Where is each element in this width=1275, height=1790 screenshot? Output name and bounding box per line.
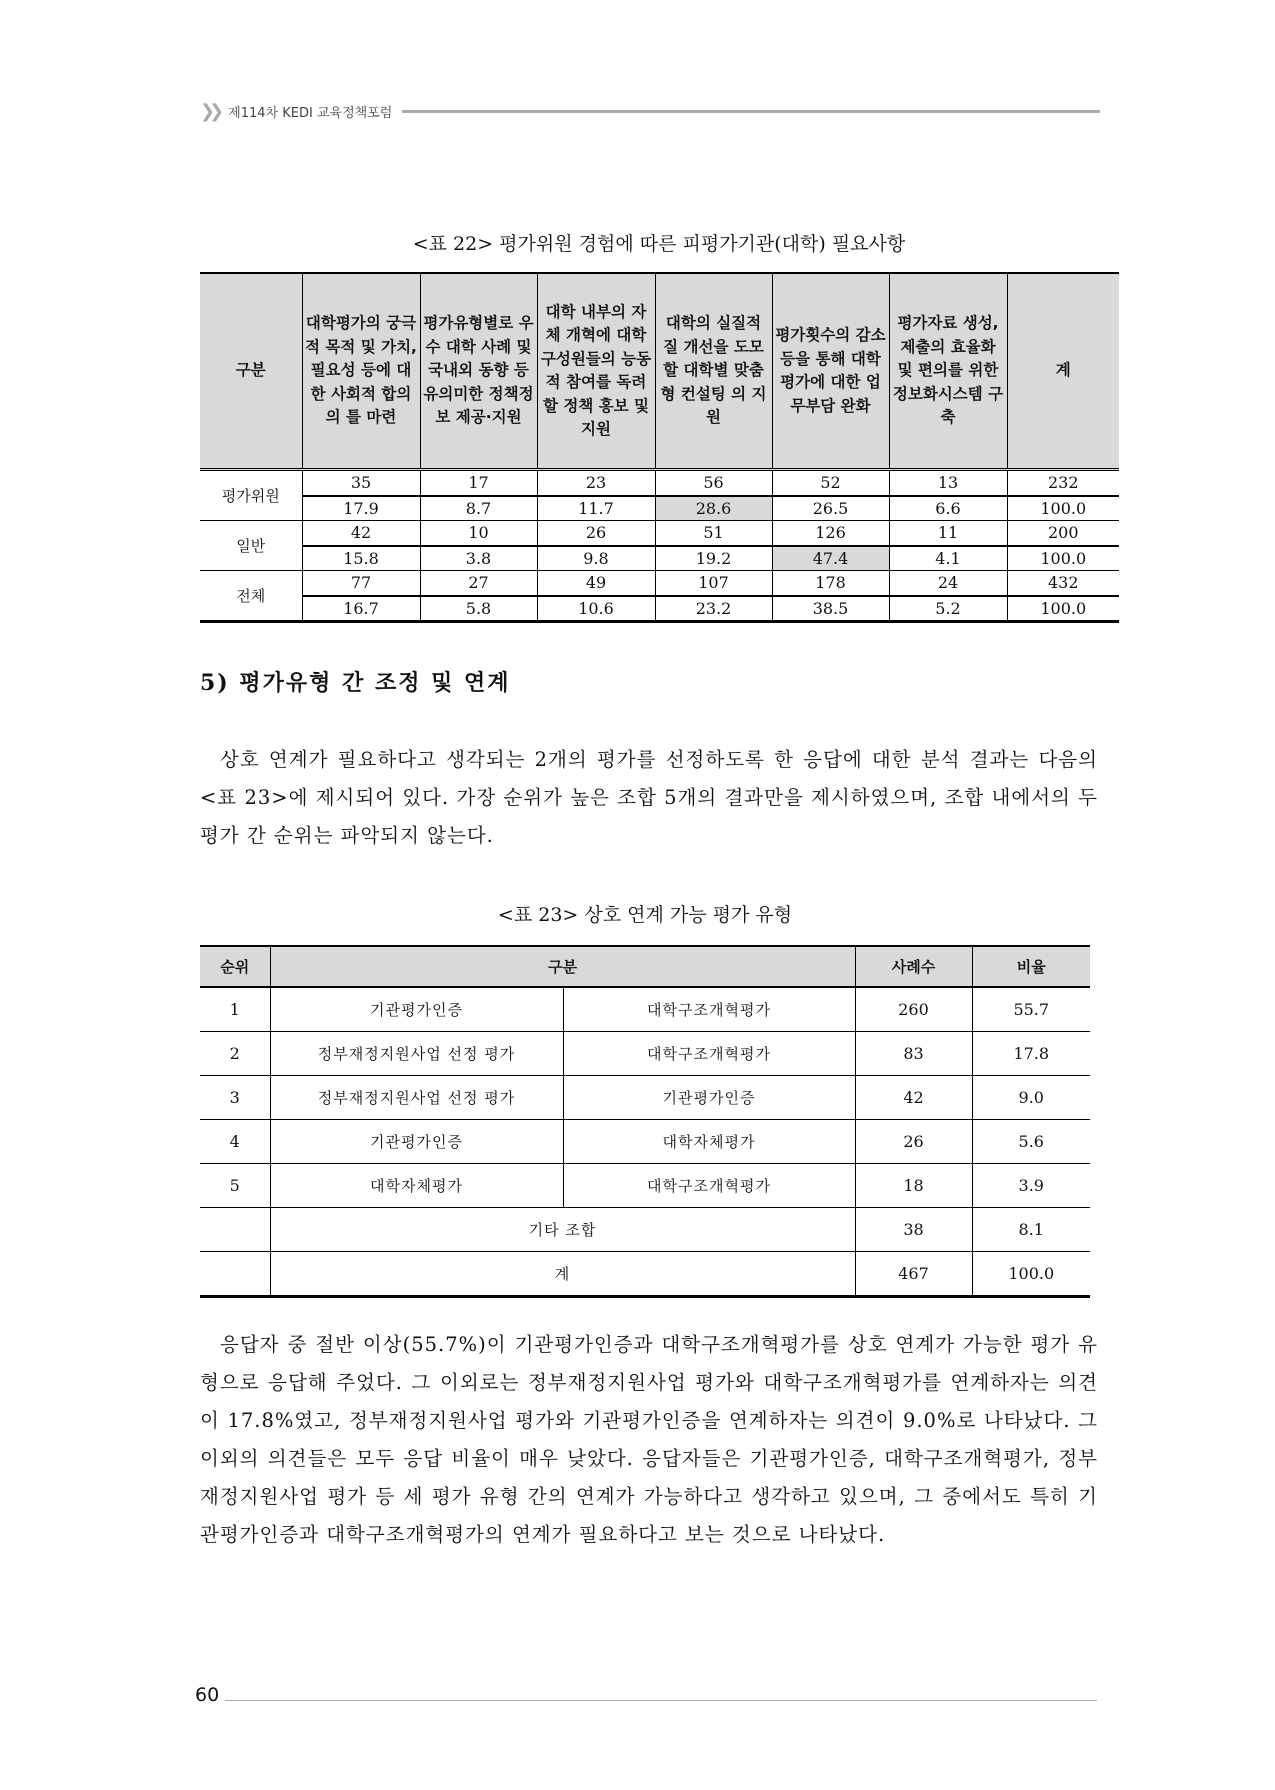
empty-cell (200, 1208, 270, 1252)
evaluation-a-cell: 정부재정지원사업 선정 평가 (270, 1032, 563, 1076)
percent-cell: 47.4 (772, 546, 889, 571)
evaluation-a-cell: 정부재정지원사업 선정 평가 (270, 1076, 563, 1120)
evaluation-b-cell: 기관평가인증 (563, 1076, 855, 1120)
header-rule (402, 110, 1100, 113)
table23-header-row (200, 946, 1090, 987)
percent-cell: 8.1 (972, 1208, 1090, 1252)
table-row (200, 1120, 1090, 1164)
table-row (200, 546, 1119, 571)
rank-cell: 5 (200, 1164, 270, 1208)
percent-cell: 55.7 (972, 987, 1090, 1032)
count-cell: 38 (855, 1208, 972, 1252)
count-cell: 26 (537, 521, 655, 546)
count-cell: 51 (655, 521, 772, 546)
label-cell: 기타 조합 (270, 1208, 855, 1252)
evaluation-a-cell: 기관평가인증 (270, 1120, 563, 1164)
count-cell: 432 (1007, 571, 1119, 596)
percent-cell: 5.8 (420, 596, 537, 622)
count-cell: 13 (889, 470, 1007, 496)
label-cell: 계 (270, 1252, 855, 1297)
header-cell: 순위 (200, 946, 270, 987)
other-row (200, 1208, 1090, 1252)
rank-cell: 1 (200, 987, 270, 1032)
percent-cell: 19.2 (655, 546, 772, 571)
count-cell: 26 (855, 1120, 972, 1164)
table-row (200, 470, 1119, 496)
count-cell: 126 (772, 521, 889, 546)
header-cell: 평가횟수의 감소 등을 통해 대학평가에 대한 업무부담 완화 (772, 273, 889, 470)
evaluation-a-cell: 기관평가인증 (270, 987, 563, 1032)
table-row (200, 521, 1119, 546)
count-cell: 24 (889, 571, 1007, 596)
header-cell: 계 (1007, 273, 1119, 470)
header-cell: 대학의 실질적 질 개선을 도모할 대학별 맞춤형 컨설팅 의 지원 (655, 273, 772, 470)
count-cell: 83 (855, 1032, 972, 1076)
percent-cell: 100.0 (972, 1252, 1090, 1297)
percent-cell: 23.2 (655, 596, 772, 622)
table22-header-row (200, 273, 1119, 470)
percent-cell: 9.0 (972, 1076, 1090, 1120)
header-cell: 대학 내부의 자체 개혁에 대학구성원들의 능동적 참여를 독려할 정책 홍보 및 지원 (537, 273, 655, 470)
percent-cell: 5.6 (972, 1120, 1090, 1164)
evaluation-b-cell: 대학구조개혁평가 (563, 1032, 855, 1076)
percent-cell: 11.7 (537, 496, 655, 521)
percent-cell: 100.0 (1007, 596, 1119, 622)
table23-caption: <표 23> 상호 연계 가능 평가 유형 (497, 904, 793, 926)
percent-cell: 28.6 (655, 496, 772, 521)
count-cell: 200 (1007, 521, 1119, 546)
percent-cell: 100.0 (1007, 546, 1119, 571)
percent-cell: 8.7 (420, 496, 537, 521)
total-row (200, 1252, 1090, 1297)
percent-cell: 17.9 (302, 496, 420, 521)
table23 (200, 945, 1090, 1298)
count-cell: 49 (537, 571, 655, 596)
paragraph-1: 상호 연계가 필요하다고 생각되는 2개의 평가를 선정하도록 한 응답에 대한 분석 결과는 다음의 <표 23>에 제시되어 있다. 가장 순위가 높은 조합 5개의 결과만을 제시하였으며, 조합 내에서의 두 평가 간 순위는 파악되지 않는다. (200, 748, 1098, 847)
empty-cell (200, 1252, 270, 1297)
header-cell: 구분 (200, 273, 302, 470)
count-cell: 52 (772, 470, 889, 496)
table-row (200, 1164, 1090, 1208)
header-cell: 대학평가의 궁극적 목적 및 가치, 필요성 등에 대한 사회적 합의의 틀 마련 (302, 273, 420, 470)
page-number: 60 (195, 1684, 220, 1706)
count-cell: 56 (655, 470, 772, 496)
count-cell: 17 (420, 470, 537, 496)
evaluation-b-cell: 대학구조개혁평가 (563, 987, 855, 1032)
header-cell: 구분 (270, 946, 855, 987)
count-cell: 27 (420, 571, 537, 596)
running-header (200, 100, 1100, 122)
count-cell: 232 (1007, 470, 1119, 496)
evaluation-a-cell: 대학자체평가 (270, 1164, 563, 1208)
table-row (200, 1032, 1090, 1076)
percent-cell: 10.6 (537, 596, 655, 622)
count-cell: 11 (889, 521, 1007, 546)
table-row (200, 571, 1119, 596)
table-row (200, 596, 1119, 622)
percent-cell: 4.1 (889, 546, 1007, 571)
double-chevron-icon: ❯❯ (200, 100, 219, 122)
count-cell: 178 (772, 571, 889, 596)
table-row (200, 987, 1090, 1032)
group-label: 전체 (200, 571, 302, 622)
header-cell: 사례수 (855, 946, 972, 987)
header-title: 제114차 KEDI 교육정책포럼 (228, 105, 393, 121)
header-cell: 평가유형별로 우수 대학 사례 및 국내외 동향 등 유의미한 정책정보 제공·지원 (420, 273, 537, 470)
section-heading: 5) 평가유형 간 조정 및 연계 (200, 670, 511, 696)
rank-cell: 2 (200, 1032, 270, 1076)
percent-cell: 3.9 (972, 1164, 1090, 1208)
percent-cell: 17.8 (972, 1032, 1090, 1076)
count-cell: 10 (420, 521, 537, 546)
header-cell: 평가자료 생성, 제출의 효율화 및 편의를 위한 정보화시스템 구축 (889, 273, 1007, 470)
count-cell: 107 (655, 571, 772, 596)
count-cell: 23 (537, 470, 655, 496)
percent-cell: 100.0 (1007, 496, 1119, 521)
count-cell: 35 (302, 470, 420, 496)
count-cell: 18 (855, 1164, 972, 1208)
table-row (200, 1076, 1090, 1120)
table22 (200, 272, 1119, 623)
percent-cell: 15.8 (302, 546, 420, 571)
count-cell: 42 (302, 521, 420, 546)
percent-cell: 5.2 (889, 596, 1007, 622)
paragraph-2: 응답자 중 절반 이상(55.7%)이 기관평가인증과 대학구조개혁평가를 상호 연계가 가능한 평가 유형으로 응답해 주었다. 그 이외로는 정부재정지원사업 평가와 대학구조개혁평가를 연계하자는 의견이 17.8%였고, 정부재정지원사업 평가와 기관평가인증을 연계하자는 의견이 9.0%로 나타났다. 그 이외의 의견들은 모두 응답 비율이 매우 낮았다. 응답자들은 기관평가인증, 대학구조개혁평가, 정부재정지원사업 평가 등 세 평가 유형 간의 연계가 가능하다고 생각하고 있으며, 그 중에서도 특히 기관평가인증과 대학구조개혁평가의 연계가 필요하다고 보는 것으로 나타났다. (200, 1333, 1098, 1546)
evaluation-b-cell: 대학자체평가 (563, 1120, 855, 1164)
count-cell: 77 (302, 571, 420, 596)
count-cell: 467 (855, 1252, 972, 1297)
footer-rule (225, 1700, 1097, 1701)
percent-cell: 38.5 (772, 596, 889, 622)
group-label: 일반 (200, 521, 302, 571)
percent-cell: 16.7 (302, 596, 420, 622)
percent-cell: 3.8 (420, 546, 537, 571)
percent-cell: 9.8 (537, 546, 655, 571)
rank-cell: 3 (200, 1076, 270, 1120)
group-label: 평가위원 (200, 470, 302, 521)
percent-cell: 6.6 (889, 496, 1007, 521)
evaluation-b-cell: 대학구조개혁평가 (563, 1164, 855, 1208)
table-row (200, 496, 1119, 521)
rank-cell: 4 (200, 1120, 270, 1164)
count-cell: 42 (855, 1076, 972, 1120)
count-cell: 260 (855, 987, 972, 1032)
percent-cell: 26.5 (772, 496, 889, 521)
header-cell: 비율 (972, 946, 1090, 987)
table22-caption: <표 22> 평가위원 경험에 따른 피평가기관(대학) 필요사항 (412, 233, 906, 255)
